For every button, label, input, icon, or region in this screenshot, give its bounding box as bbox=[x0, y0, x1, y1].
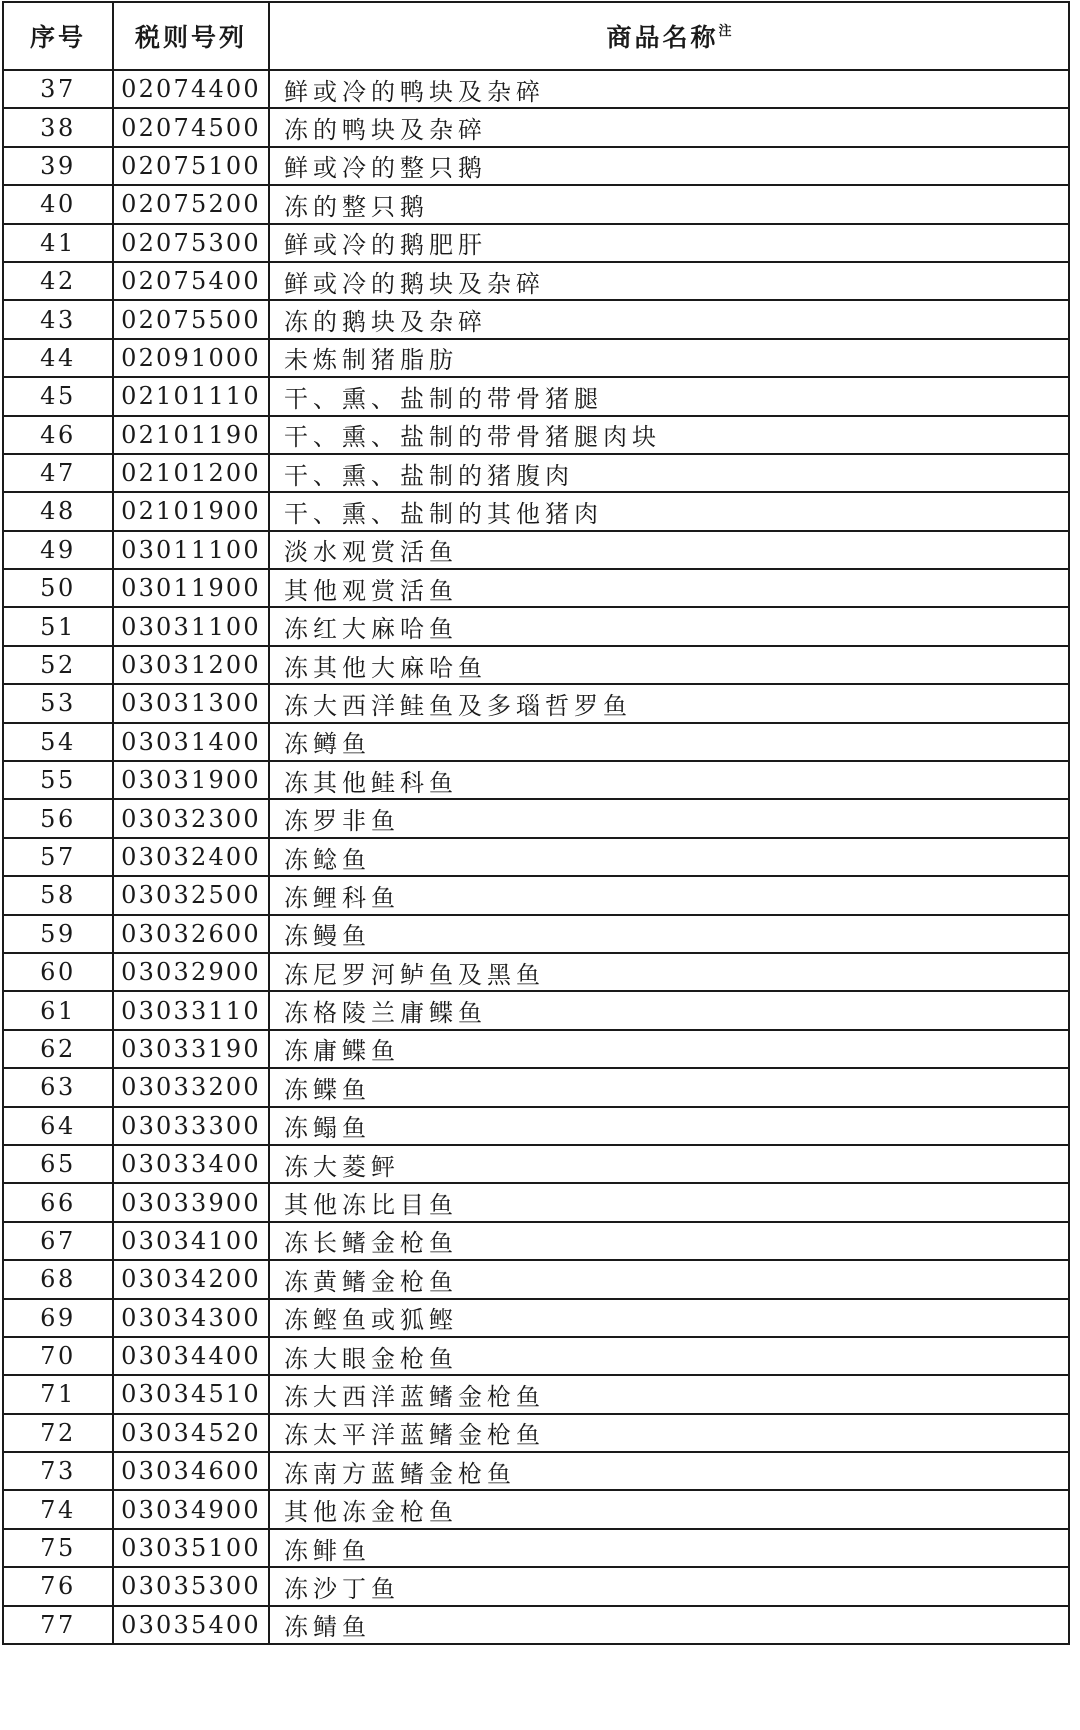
cell-name: 冻的鸭块及杂碎 bbox=[269, 108, 1069, 146]
cell-code: 02074400 bbox=[113, 70, 269, 108]
cell-seq: 72 bbox=[3, 1414, 113, 1452]
cell-code: 03034300 bbox=[113, 1299, 269, 1337]
table-row bbox=[3, 108, 1069, 146]
cell-name: 冻太平洋蓝鳍金枪鱼 bbox=[269, 1414, 1069, 1452]
header-seq bbox=[3, 2, 113, 70]
cell-code: 03034400 bbox=[113, 1337, 269, 1375]
cell-code: 02101190 bbox=[113, 416, 269, 454]
cell-code: 03011100 bbox=[113, 531, 269, 569]
cell-seq: 53 bbox=[3, 684, 113, 722]
cell-seq: 70 bbox=[3, 1337, 113, 1375]
cell-code: 03032600 bbox=[113, 915, 269, 953]
cell-seq: 56 bbox=[3, 799, 113, 837]
table-row bbox=[3, 1490, 1069, 1528]
cell-name: 冻鲭鱼 bbox=[269, 1606, 1069, 1644]
cell-code: 03034900 bbox=[113, 1490, 269, 1528]
cell-name: 冻鳎鱼 bbox=[269, 1107, 1069, 1145]
cell-code: 03032300 bbox=[113, 799, 269, 837]
cell-seq: 46 bbox=[3, 416, 113, 454]
table-row bbox=[3, 339, 1069, 377]
cell-code: 03034200 bbox=[113, 1260, 269, 1298]
cell-name: 冻其他鲑科鱼 bbox=[269, 761, 1069, 799]
cell-code: 03034100 bbox=[113, 1222, 269, 1260]
cell-seq: 63 bbox=[3, 1068, 113, 1106]
cell-code: 02091000 bbox=[113, 339, 269, 377]
table-row bbox=[3, 1260, 1069, 1298]
cell-name: 冻红大麻哈鱼 bbox=[269, 607, 1069, 645]
cell-seq: 67 bbox=[3, 1222, 113, 1260]
cell-name: 鲜或冷的鹅肥肝 bbox=[269, 224, 1069, 262]
cell-code: 03034600 bbox=[113, 1452, 269, 1490]
cell-name: 其他冻金枪鱼 bbox=[269, 1490, 1069, 1528]
cell-code: 03034520 bbox=[113, 1414, 269, 1452]
table-row bbox=[3, 607, 1069, 645]
table-row bbox=[3, 953, 1069, 991]
table-row bbox=[3, 915, 1069, 953]
cell-code: 02075200 bbox=[113, 185, 269, 223]
table-row bbox=[3, 1414, 1069, 1452]
cell-code: 03035100 bbox=[113, 1529, 269, 1567]
cell-name: 冻的鹅块及杂碎 bbox=[269, 300, 1069, 338]
header-code bbox=[113, 2, 269, 70]
table-row bbox=[3, 1567, 1069, 1605]
table-row bbox=[3, 799, 1069, 837]
table-row bbox=[3, 838, 1069, 876]
cell-name: 冻大菱鲆 bbox=[269, 1145, 1069, 1183]
table-row bbox=[3, 876, 1069, 914]
cell-seq: 43 bbox=[3, 300, 113, 338]
cell-code: 02075100 bbox=[113, 147, 269, 185]
cell-seq: 45 bbox=[3, 377, 113, 415]
tariff-table bbox=[2, 1, 1070, 1645]
cell-code: 03033400 bbox=[113, 1145, 269, 1183]
table-row bbox=[3, 262, 1069, 300]
table-row bbox=[3, 377, 1069, 415]
table-row bbox=[3, 185, 1069, 223]
cell-seq: 64 bbox=[3, 1107, 113, 1145]
cell-seq: 68 bbox=[3, 1260, 113, 1298]
table-row bbox=[3, 492, 1069, 530]
cell-seq: 58 bbox=[3, 876, 113, 914]
cell-seq: 48 bbox=[3, 492, 113, 530]
table-row bbox=[3, 991, 1069, 1029]
cell-code: 02101900 bbox=[113, 492, 269, 530]
cell-code: 02074500 bbox=[113, 108, 269, 146]
cell-code: 03035400 bbox=[113, 1606, 269, 1644]
table-row bbox=[3, 1337, 1069, 1375]
header-seq-label: 序号 bbox=[29, 23, 86, 52]
cell-code: 03031400 bbox=[113, 723, 269, 761]
cell-code: 02075500 bbox=[113, 300, 269, 338]
cell-name: 冻大眼金枪鱼 bbox=[269, 1337, 1069, 1375]
cell-code: 02075300 bbox=[113, 224, 269, 262]
cell-code: 03031300 bbox=[113, 684, 269, 722]
cell-name: 干、熏、盐制的带骨猪腿 bbox=[269, 377, 1069, 415]
cell-name: 冻鲣鱼或狐鲣 bbox=[269, 1299, 1069, 1337]
cell-code: 03035300 bbox=[113, 1567, 269, 1605]
cell-seq: 76 bbox=[3, 1567, 113, 1605]
cell-seq: 74 bbox=[3, 1490, 113, 1528]
cell-seq: 65 bbox=[3, 1145, 113, 1183]
cell-code: 02075400 bbox=[113, 262, 269, 300]
table-row bbox=[3, 569, 1069, 607]
cell-seq: 40 bbox=[3, 185, 113, 223]
cell-name: 冻鲽鱼 bbox=[269, 1068, 1069, 1106]
cell-name: 干、熏、盐制的其他猪肉 bbox=[269, 492, 1069, 530]
cell-name: 冻鳟鱼 bbox=[269, 723, 1069, 761]
cell-name: 冻大西洋鲑鱼及多瑙哲罗鱼 bbox=[269, 684, 1069, 722]
cell-name: 未炼制猪脂肪 bbox=[269, 339, 1069, 377]
table-row bbox=[3, 1606, 1069, 1644]
table-row bbox=[3, 416, 1069, 454]
cell-code: 02101200 bbox=[113, 454, 269, 492]
cell-name: 其他观赏活鱼 bbox=[269, 569, 1069, 607]
cell-name: 冻尼罗河鲈鱼及黑鱼 bbox=[269, 953, 1069, 991]
cell-seq: 60 bbox=[3, 953, 113, 991]
table-row bbox=[3, 1452, 1069, 1490]
table-row bbox=[3, 1375, 1069, 1413]
table-row bbox=[3, 1222, 1069, 1260]
cell-seq: 69 bbox=[3, 1299, 113, 1337]
header-name-note: 注 bbox=[718, 23, 732, 39]
table-row bbox=[3, 1107, 1069, 1145]
cell-seq: 50 bbox=[3, 569, 113, 607]
table-row bbox=[3, 147, 1069, 185]
table-row bbox=[3, 1183, 1069, 1221]
cell-seq: 77 bbox=[3, 1606, 113, 1644]
cell-code: 03031200 bbox=[113, 646, 269, 684]
cell-name: 冻沙丁鱼 bbox=[269, 1567, 1069, 1605]
table-row bbox=[3, 1068, 1069, 1106]
cell-seq: 75 bbox=[3, 1529, 113, 1567]
table-row bbox=[3, 684, 1069, 722]
cell-seq: 61 bbox=[3, 991, 113, 1029]
table-row bbox=[3, 723, 1069, 761]
table-row bbox=[3, 454, 1069, 492]
cell-name: 冻大西洋蓝鳍金枪鱼 bbox=[269, 1375, 1069, 1413]
cell-code: 03031900 bbox=[113, 761, 269, 799]
cell-seq: 73 bbox=[3, 1452, 113, 1490]
cell-seq: 37 bbox=[3, 70, 113, 108]
cell-seq: 51 bbox=[3, 607, 113, 645]
cell-code: 03032500 bbox=[113, 876, 269, 914]
cell-seq: 49 bbox=[3, 531, 113, 569]
cell-code: 03033110 bbox=[113, 991, 269, 1029]
cell-name: 鲜或冷的整只鹅 bbox=[269, 147, 1069, 185]
cell-code: 03034510 bbox=[113, 1375, 269, 1413]
cell-name: 冻鲶鱼 bbox=[269, 838, 1069, 876]
cell-name: 冻黄鳍金枪鱼 bbox=[269, 1260, 1069, 1298]
table-row bbox=[3, 646, 1069, 684]
cell-seq: 62 bbox=[3, 1030, 113, 1068]
cell-name: 冻鳗鱼 bbox=[269, 915, 1069, 953]
cell-name: 冻格陵兰庸鲽鱼 bbox=[269, 991, 1069, 1029]
table-row bbox=[3, 1299, 1069, 1337]
cell-name: 冻罗非鱼 bbox=[269, 799, 1069, 837]
table-row bbox=[3, 1030, 1069, 1068]
cell-seq: 42 bbox=[3, 262, 113, 300]
table-row bbox=[3, 1529, 1069, 1567]
cell-seq: 39 bbox=[3, 147, 113, 185]
cell-code: 03033300 bbox=[113, 1107, 269, 1145]
cell-seq: 66 bbox=[3, 1183, 113, 1221]
cell-code: 03032900 bbox=[113, 953, 269, 991]
cell-seq: 71 bbox=[3, 1375, 113, 1413]
cell-name: 鲜或冷的鸭块及杂碎 bbox=[269, 70, 1069, 108]
table-header-row bbox=[3, 2, 1069, 70]
cell-code: 03011900 bbox=[113, 569, 269, 607]
table-row bbox=[3, 300, 1069, 338]
cell-name: 冻其他大麻哈鱼 bbox=[269, 646, 1069, 684]
table-row bbox=[3, 224, 1069, 262]
cell-name: 淡水观赏活鱼 bbox=[269, 531, 1069, 569]
cell-name: 冻长鳍金枪鱼 bbox=[269, 1222, 1069, 1260]
cell-name: 其他冻比目鱼 bbox=[269, 1183, 1069, 1221]
table-row bbox=[3, 70, 1069, 108]
cell-name: 冻鲤科鱼 bbox=[269, 876, 1069, 914]
cell-name: 干、熏、盐制的带骨猪腿肉块 bbox=[269, 416, 1069, 454]
cell-seq: 44 bbox=[3, 339, 113, 377]
cell-name: 鲜或冷的鹅块及杂碎 bbox=[269, 262, 1069, 300]
cell-name: 冻南方蓝鳍金枪鱼 bbox=[269, 1452, 1069, 1490]
cell-seq: 55 bbox=[3, 761, 113, 799]
cell-code: 03033200 bbox=[113, 1068, 269, 1106]
header-name-label: 商品名称 bbox=[606, 23, 719, 52]
cell-seq: 52 bbox=[3, 646, 113, 684]
cell-seq: 41 bbox=[3, 224, 113, 262]
cell-code: 03033190 bbox=[113, 1030, 269, 1068]
header-name bbox=[269, 2, 1069, 70]
header-code-label: 税则号列 bbox=[134, 23, 247, 52]
table-row bbox=[3, 1145, 1069, 1183]
cell-code: 02101110 bbox=[113, 377, 269, 415]
cell-name: 冻庸鲽鱼 bbox=[269, 1030, 1069, 1068]
table-row bbox=[3, 531, 1069, 569]
cell-seq: 54 bbox=[3, 723, 113, 761]
cell-name: 冻的整只鹅 bbox=[269, 185, 1069, 223]
cell-code: 03031100 bbox=[113, 607, 269, 645]
cell-seq: 47 bbox=[3, 454, 113, 492]
cell-code: 03032400 bbox=[113, 838, 269, 876]
cell-seq: 57 bbox=[3, 838, 113, 876]
table-row bbox=[3, 761, 1069, 799]
cell-name: 干、熏、盐制的猪腹肉 bbox=[269, 454, 1069, 492]
cell-name: 冻鲱鱼 bbox=[269, 1529, 1069, 1567]
table-body bbox=[3, 70, 1069, 1644]
cell-seq: 38 bbox=[3, 108, 113, 146]
cell-seq: 59 bbox=[3, 915, 113, 953]
cell-code: 03033900 bbox=[113, 1183, 269, 1221]
